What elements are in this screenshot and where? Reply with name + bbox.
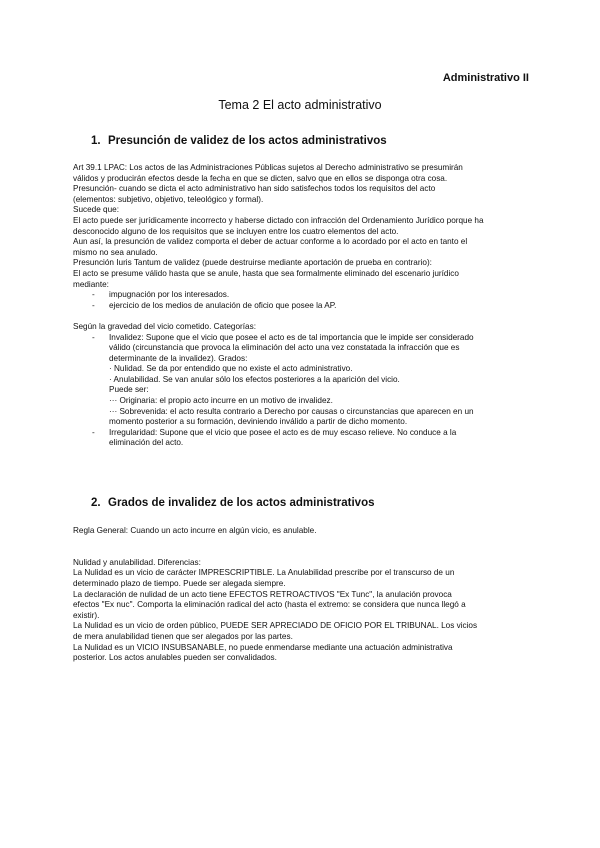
bullet-dash: - — [92, 300, 95, 310]
bullet-dash: - — [92, 332, 95, 342]
list-item-continuation: Puede ser: — [109, 385, 149, 395]
list-item-text: ejercicio de los medios de anulación de oficio que posee la AP. — [109, 300, 337, 310]
paragraph: efectos "Ex nuc". Comporta la eliminación radical del acto (hasta el extremo: se considera que nunca llegó a — [73, 600, 466, 610]
paragraph: (elementos: subjetivo, objetivo, teleológico y formal). — [73, 194, 264, 204]
list-item-continuation: · Anulabilidad. Se van anular sólo los efectos posteriores a la aparición del vicio. — [109, 374, 400, 384]
section-1-body — [73, 163, 533, 449]
paragraph: Aun así, la presunción de validez comporta el deber de actuar conforme a lo acordado por el acto en tanto el — [73, 237, 468, 247]
paragraph: Presunción- cuando se dicta el acto administrativo han sido satisfechos todos los requisitos del acto — [73, 184, 436, 194]
section-1-heading-text: Presunción de validez de los actos administrativos — [108, 135, 387, 147]
list-item-continuation: eliminación del acto. — [109, 438, 184, 448]
section-2-number: 2. — [91, 497, 101, 509]
paragraph: El acto se presume válido hasta que se anule, hasta que sea formalmente eliminado del escenario jurídico — [73, 268, 459, 278]
section-2-body — [73, 526, 533, 664]
paragraph: La Nulidad es un vicio de carácter IMPRESCRIPTIBLE. La Anulabilidad prescribe por el transcurso de un — [73, 568, 455, 578]
list-item-continuation: · Nulidad. Se da por entendido que no existe el acto administrativo. — [109, 364, 353, 374]
bullet-dash: - — [92, 427, 95, 437]
paragraph: desconocido alguno de los requisitos que se incluyen entre los cuatro elementos del acto. — [73, 226, 399, 236]
paragraph: La Nulidad es un VICIO INSUBSANABLE, no puede enmendarse mediante una actuación administrativa — [73, 642, 453, 652]
paragraph: El acto puede ser jurídicamente incorrecto y haberse dictado con infracción del Ordenamiento Jurídico porque ha — [73, 215, 484, 225]
list-item-continuation: ··· Sobrevenida: el acto resulta contrario a Derecho por causas o circunstancias que aparecen en un — [109, 406, 474, 416]
paragraph: La declaración de nulidad de un acto tiene EFECTOS RETROACTIVOS "Ex Tunc", la anulación provoca — [73, 589, 452, 599]
list-item — [73, 301, 533, 312]
list-item — [73, 333, 533, 344]
paragraph: Según la gravedad del vicio cometido. Categorías: — [73, 321, 256, 331]
page-title: Tema 2 El acto administrativo — [218, 98, 382, 112]
course-header: Administrativo II — [442, 72, 529, 84]
list-item-continuation: ··· Originaria: el propio acto incurre en un motivo de invalidez. — [109, 396, 333, 406]
list-item-text: Irregularidad: Supone que el vicio que posee el acto es de muy escaso relieve. No conduce a la — [109, 427, 457, 437]
paragraph: La Nulidad es un vicio de orden público, PUEDE SER APRECIADO DE OFICIO POR EL TRIBUNAL. Los vicios — [73, 621, 478, 631]
bullet-dash: - — [92, 290, 95, 300]
paragraph: Art 39.1 LPAC: Los actos de las Administraciones Públicas sujetos al Derecho administrativo se presumirán — [73, 163, 463, 172]
paragraph: posterior. Los actos anulables pueden ser convalidados. — [73, 653, 277, 663]
paragraph: determinado plazo de tiempo. Puede ser alegada siempre. — [73, 578, 286, 588]
paragraph: Nulidad y anulabilidad. Diferencias: — [73, 557, 201, 567]
list-item-continuation: momento posterior a su formación, deviniendo inválido a partir de dicho momento. — [109, 417, 408, 427]
paragraph: mismo no sea anulado. — [73, 247, 158, 257]
section-2-heading-text: Grados de invalidez de los actos administrativos — [108, 497, 375, 509]
list-item-text: impugnación por los interesados. — [109, 290, 230, 300]
paragraph: Regla General: Cuando un acto incurre en algún vicio, es anulable. — [73, 526, 317, 535]
section-1-heading — [91, 135, 387, 147]
list-item-continuation: válido (circunstancia que provoca la eliminación del acto una vez constatada la infracción que es — [109, 343, 460, 353]
paragraph: Presunción Iuris Tantum de validez (puede destruirse mediante aportación de prueba en contrario): — [73, 258, 432, 268]
paragraph: existir). — [73, 610, 100, 620]
list-item-text: Invalidez: Supone que el vicio que posee el acto es de tal importancia que le impide ser considerado — [109, 332, 474, 342]
paragraph: de mera anulabilidad tienen que ser alegados por las partes. — [73, 631, 293, 641]
list-item — [73, 290, 533, 301]
paragraph: Sucede que: — [73, 205, 119, 215]
section-2-heading — [91, 497, 375, 509]
paragraph: mediante: — [73, 279, 109, 289]
list-item — [73, 428, 533, 439]
list-item-continuation: determinante de la invalidez). Grados: — [109, 353, 248, 363]
paragraph: válidos y producirán efectos desde la fecha en que se dicten, salvo que en ellos se disponga otra cosa. — [73, 173, 448, 183]
section-1-number: 1. — [91, 135, 101, 147]
